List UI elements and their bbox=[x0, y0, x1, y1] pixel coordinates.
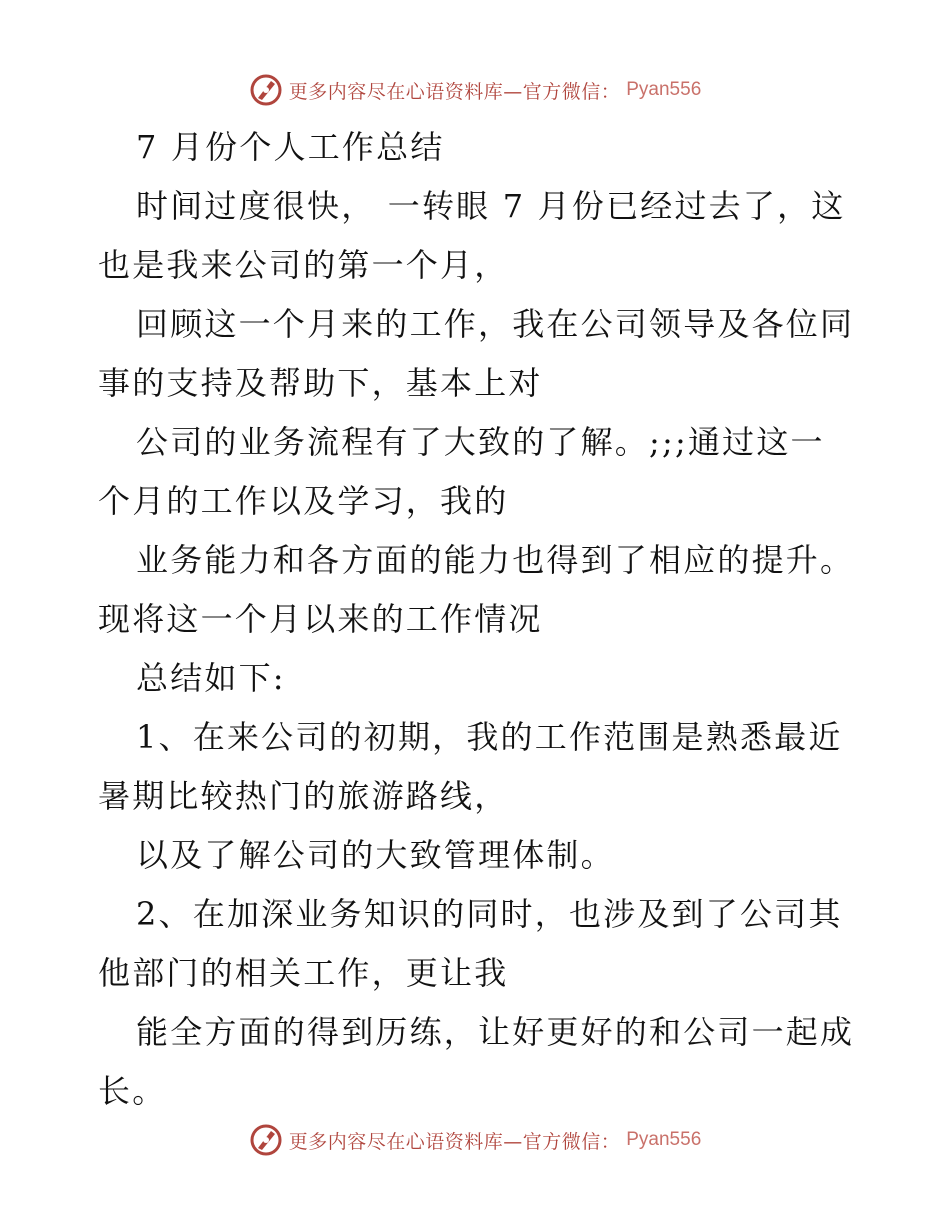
paragraph-line: 业务能力和各方面的能力也得到了相应的提升。 bbox=[136, 541, 855, 579]
footer-watermark bbox=[0, 1120, 950, 1160]
paragraph-line: 现将这一个月以来的工作情况 bbox=[98, 600, 543, 638]
paragraph-line: 公司的业务流程有了大致的了解。;;;通过这一 bbox=[136, 423, 825, 461]
watermark-wechat-id: Pyan556 bbox=[626, 1129, 702, 1150]
paragraph-line: 暑期比较热门的旅游路线， bbox=[98, 777, 509, 815]
watermark-text: 更多内容尽在心语资料库—官方微信： bbox=[288, 1130, 621, 1153]
paragraph-line: 能全方面的得到历练，让好更好的和公司一起成 bbox=[136, 1013, 855, 1051]
paragraph-line: 个月的工作以及学习，我的 bbox=[98, 482, 509, 520]
paragraph-line: 也是我来公司的第一个月， bbox=[98, 246, 509, 284]
watermark-wechat-id: Pyan556 bbox=[626, 79, 702, 100]
document-body bbox=[98, 118, 858, 1121]
document-title: 7 月份个人工作总结 bbox=[136, 128, 445, 166]
paragraph-line: 总结如下: bbox=[136, 659, 286, 697]
paragraph-line: 回顾这一个月来的工作，我在公司领导及各位同 bbox=[136, 305, 855, 343]
paragraph-line: 他部门的相关工作，更让我 bbox=[98, 954, 509, 992]
paragraph-line: 事的支持及帮助下，基本上对 bbox=[98, 364, 543, 402]
paragraph-line: 1、在来公司的初期，我的工作范围是熟悉最近 bbox=[136, 718, 843, 756]
paragraph-line: 以及了解公司的大致管理体制。 bbox=[136, 836, 615, 874]
pen-circle-logo-icon bbox=[249, 73, 283, 107]
header-watermark bbox=[0, 70, 950, 110]
paragraph-line: 时间过度很快， 一转眼 7 月份已经过去了，这 bbox=[136, 187, 846, 225]
watermark-text: 更多内容尽在心语资料库—官方微信： bbox=[288, 80, 621, 103]
pen-circle-logo-icon bbox=[249, 1123, 283, 1157]
paragraph-line: 长。 bbox=[98, 1072, 167, 1110]
paragraph-line: 2、在加深业务知识的同时，也涉及到了公司其 bbox=[136, 895, 843, 933]
